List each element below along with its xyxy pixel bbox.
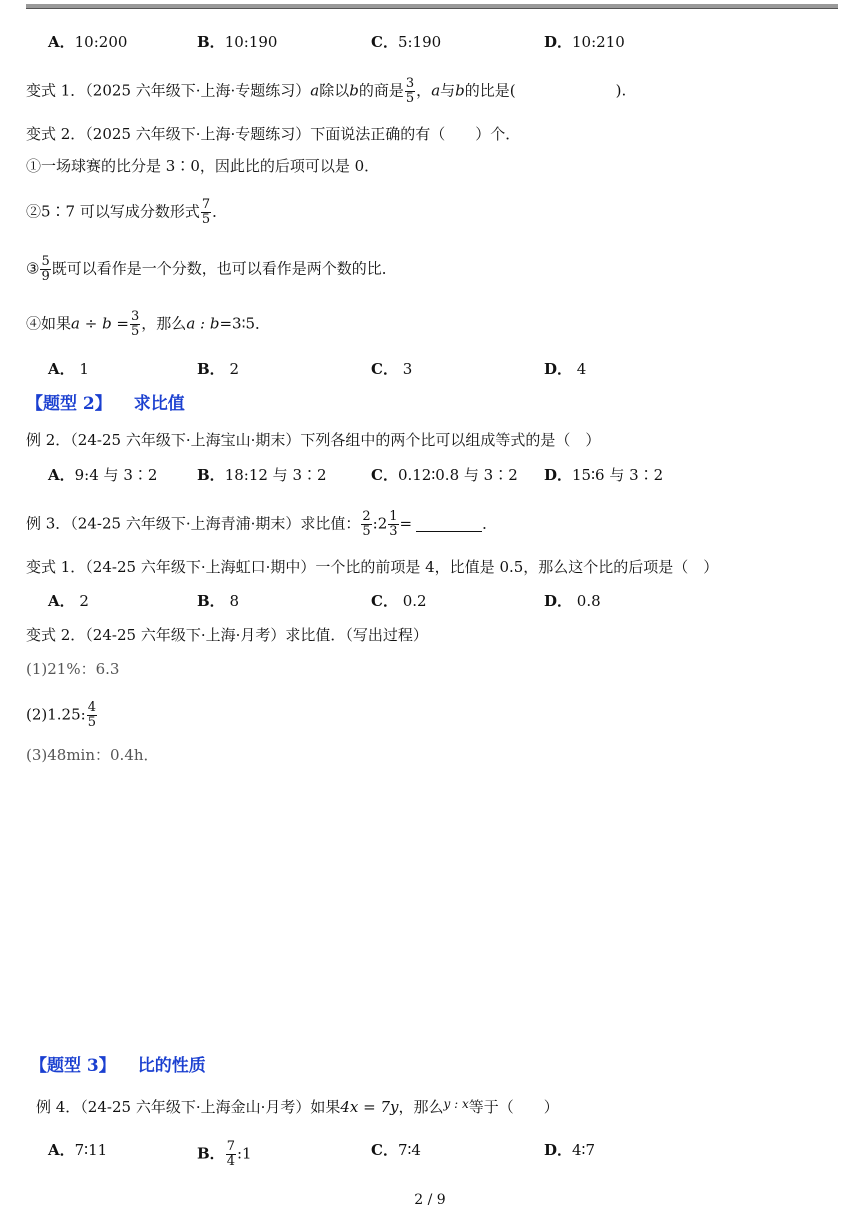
answer-blank[interactable] <box>416 517 482 532</box>
option-c: C． 3 <box>371 360 413 378</box>
fraction: $\frac{2}{5}$ <box>362 509 371 539</box>
sub-question-1: (1)21%：6.3 <box>26 660 120 678</box>
option-b: B． 2 <box>197 360 240 378</box>
option-b: B． $\frac{7}{4}$ :1 <box>197 1139 252 1169</box>
sub-question-3: (3)48min：0.4h． <box>26 746 159 764</box>
option-a: A． 1 <box>48 360 89 378</box>
fraction: $\frac{3}{5}$ <box>405 76 415 106</box>
question-variant-1: 变式 1．（2025 六年级下·上海·专题练习）a除以b的商是 $\frac{3}{5}$ ，a与b的比是( ). <box>26 76 627 106</box>
question-example-4: 例 4．（24-25 六年级下·上海金山·月考）如果4x = 7y，那么$^{y : x}$等于（ ） <box>36 1097 559 1116</box>
option-c: C． 0.2 <box>371 592 427 610</box>
option-a: A． 2 <box>48 592 89 610</box>
question-variant-1: 变式 1．（24-25 六年级下·上海虹口·期中）一个比的前项是 4，比值是 0.5，那么这个比的后项是（ ） <box>26 558 719 576</box>
option-d: D．10:210 <box>544 33 625 51</box>
option-a: A．10:200 <box>48 33 128 51</box>
option-c: C．5:190 <box>371 33 442 51</box>
statement-4: ④如果a ÷ b = $\frac{3}{5}$ ，那么a : b=3∶5． <box>26 309 271 339</box>
section-heading: 【题型 2】 求比值 <box>26 394 185 414</box>
option-c: C．0.12∶0.8 与 3∶2 <box>371 466 518 484</box>
fraction: $\frac{1}{3}$ <box>389 509 398 539</box>
section-heading: 【题型 3】 比的性质 <box>30 1056 206 1076</box>
question-example-2: 例 2．（24-25 六年级下·上海宝山·期末）下列各组中的两个比可以组成等式的是（ ） <box>26 431 601 449</box>
fraction: $\frac{7}{4}$ <box>226 1139 235 1169</box>
option-d: D．4∶7 <box>544 1141 596 1159</box>
option-c: C．7∶4 <box>371 1141 421 1159</box>
question-variant-2: 变式 2．（2025 六年级下·上海·专题练习）下面说法正确的有（ ）个． <box>26 125 521 143</box>
sub-question-2: (2)1.25: $\frac{4}{5}$ <box>26 700 96 730</box>
statement-1: ①一场球赛的比分是 3∶0，因此比的后项可以是 0． <box>26 157 380 175</box>
option-b: B．18:12 与 3∶2 <box>197 466 327 484</box>
option-b: B． 8 <box>197 592 240 610</box>
option-d: D． 0.8 <box>544 592 601 610</box>
option-a: A．7∶11 <box>48 1141 108 1159</box>
page-number: 2 / 9 <box>414 1192 446 1208</box>
header-rule <box>26 4 838 9</box>
question-example-3: 例 3．（24-25 六年级下·上海青浦·期末）求比值： $\frac{2}{5}$ :2 $\frac{1}{3}$ = ． <box>26 509 498 539</box>
option-d: D．15∶6 与 3∶2 <box>544 466 664 484</box>
statement-3: ③ $\frac{5}{9}$ 既可以看作是一个分数，也可以看作是两个数的比． <box>26 254 397 284</box>
fraction: $\frac{7}{5}$ <box>201 197 211 227</box>
question-variant-2: 变式 2．（24-25 六年级下·上海·月考）求比值．（写出过程） <box>26 626 428 644</box>
statement-2: ②5∶7 可以写成分数形式 $\frac{7}{5}$ ． <box>26 197 228 227</box>
option-d: D． 4 <box>544 360 587 378</box>
fraction: $\frac{5}{9}$ <box>41 254 50 284</box>
option-a: A．9:4 与 3∶2 <box>48 466 158 484</box>
fraction: $\frac{3}{5}$ <box>131 309 140 339</box>
option-b: B．10:190 <box>197 33 278 51</box>
fraction: $\frac{4}{5}$ <box>87 700 96 730</box>
